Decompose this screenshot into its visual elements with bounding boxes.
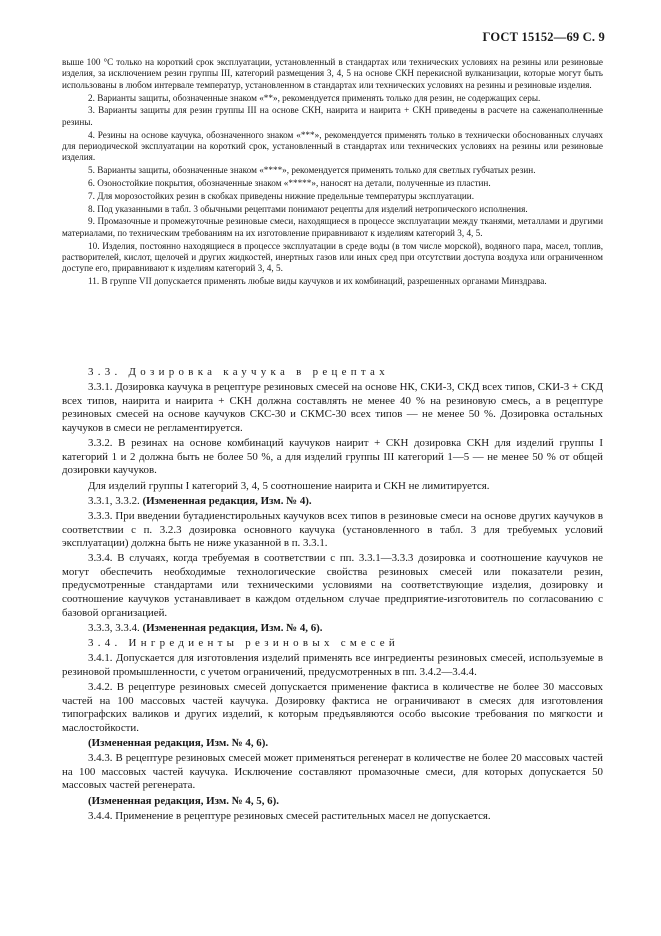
amendment-label: (Измененная редакция, Изм. № 4, 6). [142,621,323,634]
clause-3-3-1: 3.3.1. Дозировка каучука в рецептуре резиновых смесей на основе НК, СКИ-3, СКД всех типов, СКИ-3 + СКД всех типов, наирита и наирита + СКН должна составлять не менее 40 % на резиновую смесь, а в рецептуре резиновых смесей на основе каучуков СКС-30 и СКМС-30 всех типов — не менее 50 %. Дозировка остальных каучуков в смеси не регламентируется. [62,381,603,434]
clause-3-3-3: 3.3.3. При введении бутадиенстирольных каучуков всех типов в резиновые смеси на основе других каучуков в соответствии с п. 3.2.3 дозировка основного каучука (установленного в табл. 3 для требуемых условий эксплуатации) должна быть не ниже указанной в п. 3.3.1. [62,509,603,550]
amendment-note [62,622,603,636]
note-continuation: выше 100 °С только на короткий срок эксплуатации, установленный в стандартах или технических условиях на резины или резиновые изделия, за исключением резин группы III, категорий размещения 3, 4, 5 на основе СКН перекисной вулканизации, которые могут быть использованы в любом интервале температур, установленном в стандартах или технических условиях на резины и резиновые изделия. [62,57,603,90]
clause-3-4-4: 3.4.4. Применение в рецептуре резиновых смесей растительных масел не допускается. [88,809,491,822]
note-6: 6. Озоностойкие покрытия, обозначенные знаком «*****», наносят на детали, полученные из пластин. [88,178,491,189]
note-4: 4. Резины на основе каучука, обозначенного знаком «***», рекомендуется применять только в технически обоснованных случаях для периодической эксплуатации на короткий срок, установленный в стандартах или технических условиях на резины или резиновые изделия. [62,129,603,163]
clause-3-3-2: 3.3.2. В резинах на основе комбинаций каучуков наирит + СКН дозировка СКН для изделий группы I категорий 1 и 2 должна быть не более 50 %, а для изделий группы III категорий 1—5 — не менее 50 % от общей дозировки каучуков. [62,437,603,477]
note-2: 2. Варианты защиты, обозначенные знаком «**», рекомендуется применять только для резин, не содержащих серы. [88,92,541,103]
section-heading-3-3: 3.3. Дозировка каучука в рецептах [88,366,389,378]
clause-3-4-3: 3.4.3. В рецептуре резиновых смесей может применяться регенерат в количестве не более 20 массовых частей на 100 массовых частей каучука. Исключение составляют промазочные смеси, для которых допускается 50 массовых частей регенерата. [62,752,603,792]
amendment-note: (Измененная редакция, Изм. № 4, 6). [88,736,269,749]
main-text [62,366,603,823]
note-10: 10. Изделия, постоянно находящиеся в процессе эксплуатации в среде воды (в том числе морской), водяного пара, масел, топлив, растворителей, кислот, щелочей и других жидкостей, инертных газов или иных сред при отсутствии доступа воздуха или ограниченном доступе его, приравнивают к изделиям категорий 3, 4, 5. [62,240,603,274]
clause-3-3-4: 3.3.4. В случаях, когда требуемая в соответствии с пп. 3.3.1—3.3.3 дозировка и соотношение каучуков не могут обеспечить необходимые технологические свойства резиновых смесей или показатели резин, предусмотренные стандартами или техническими условиями на соответствующие изделия, дозировку и соотношение каучуков устанавливает в каждом отдельном случае предприятие-изготовитель по согласованию с базовой организацией. [62,552,603,619]
note-9: 9. Промазочные и промежуточные резиновые смеси, находящиеся в процессе эксплуатации между тканями, металлами и другими материалами, по техническим требованиям на их изготовление приравнивают к изделиям категорий 3, 4, 5. [62,216,603,238]
note-3: 3. Варианты защиты для резин группы III на основе СКН, наирита и наирита + СКН приведены в расчете на саженаполненные резины. [62,105,603,127]
amendment-note: (Измененная редакция, Изм. № 4, 5, 6). [88,794,279,807]
amendment-note [62,495,603,509]
note-7: 7. Для морозостойких резин в скобках приведены нижние предельные температуры эксплуатации. [88,190,474,201]
amendment-ref: 3.3.1, 3.3.2. [88,494,143,507]
table-notes [62,57,603,288]
amendment-ref: 3.3.3, 3.3.4. [88,621,143,634]
note-5: 5. Варианты защиты, обозначенные знаком «****», рекомендуется применять только для светлых губчатых резин. [88,165,536,176]
note-11: 11. В группе VII допускается применять любые виды каучуков и их комбинаций, разрешенных органами Минздрава. [88,276,547,287]
page-header: ГОСТ 15152—69 С. 9 [482,30,605,44]
clause-3-3-2-note: Для изделий группы I категорий 3, 4, 5 соотношение наирита и СКН не лимитируется. [88,479,490,492]
section-heading-3-4: 3.4. Ингредиенты резиновых смесей [88,637,399,650]
clause-3-4-1: 3.4.1. Допускается для изготовления изделий применять все ингредиенты резиновых смесей, используемые в резиновой промышленности, с учетом ограничений, предусмотренных в пп. 3.4.2—3.4.4. [62,652,603,678]
amendment-label: (Измененная редакция, Изм. № 4). [142,494,312,507]
clause-3-4-2: 3.4.2. В рецептуре резиновых смесей допускается применение фактиса в количестве не более 30 массовых частей на 100 массовых частей каучука. Дозировку фактиса не ограничивают в смесях для изготовления типографских валиков и других изделий, к которым предъявляются особо высокие требования по мягкости и маслостойкости. [62,681,603,734]
note-8: 8. Под указанными в табл. 3 обычными рецептами понимают рецепты для изделий нетропического исполнения. [88,203,528,214]
